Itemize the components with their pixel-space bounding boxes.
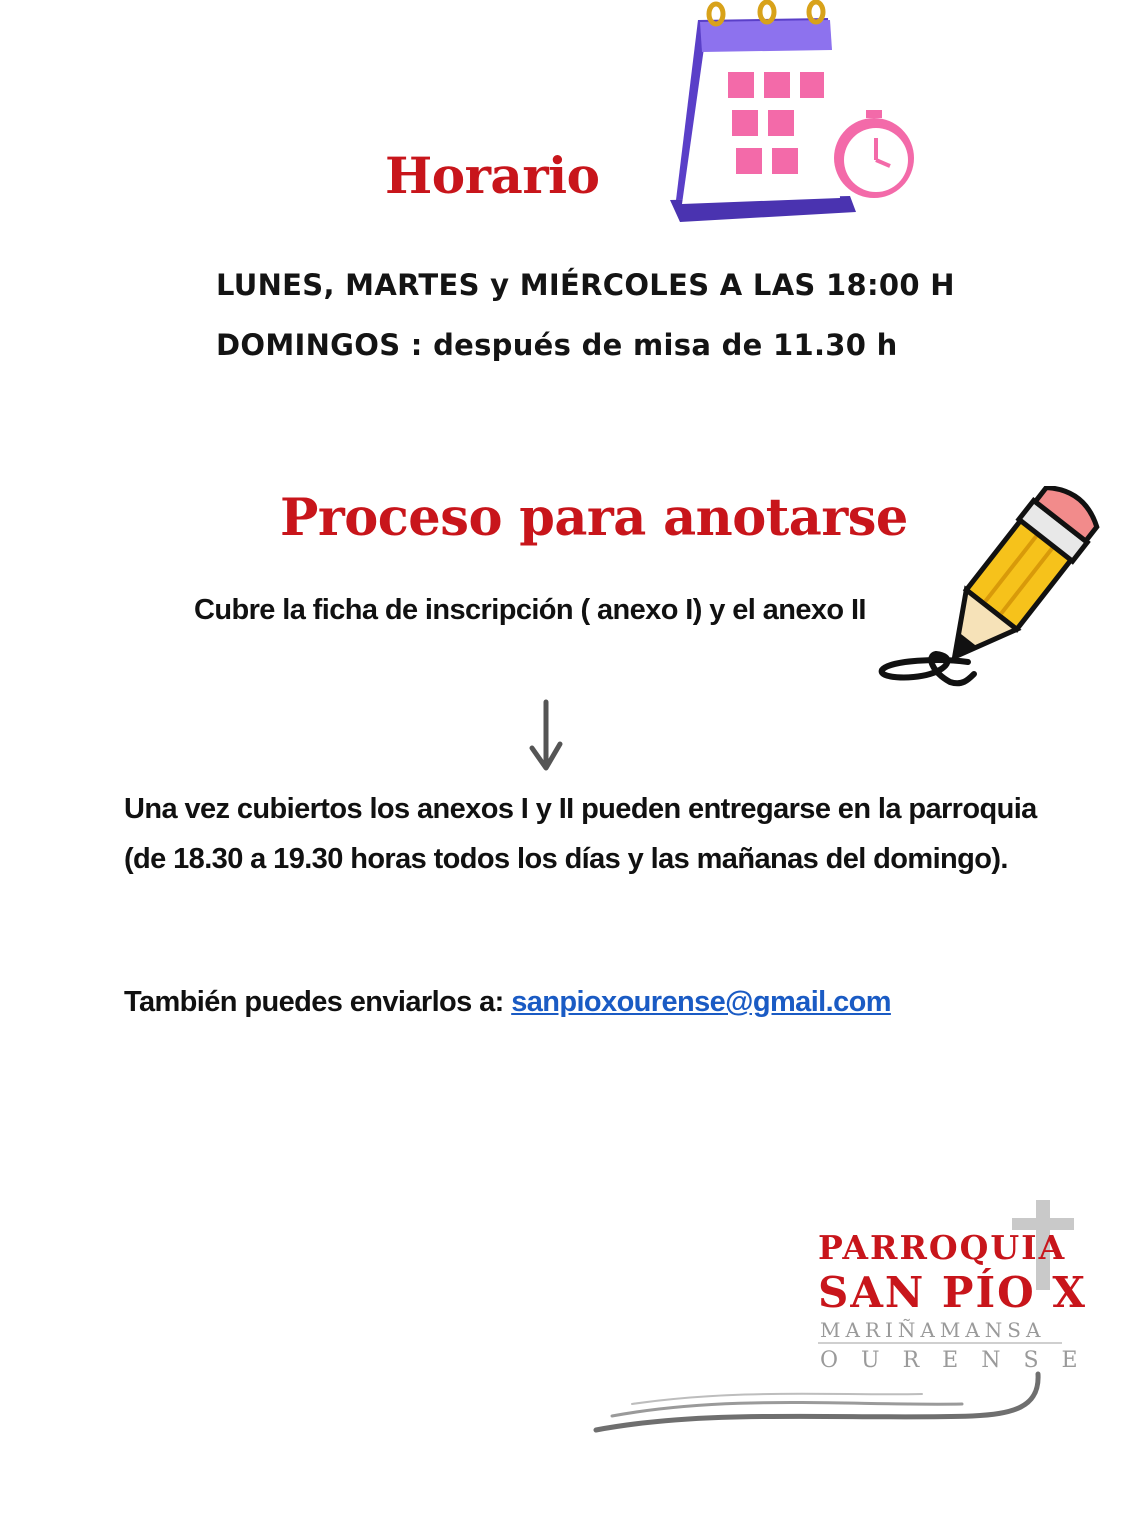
down-arrow-icon bbox=[524, 698, 568, 774]
pencil-icon bbox=[870, 486, 1110, 696]
schedule-sundays: DOMINGOS : después de misa de 11.30 h bbox=[216, 328, 898, 362]
email-line bbox=[124, 986, 891, 1019]
process-title: Proceso para anotarse bbox=[280, 488, 908, 548]
step-deliver: Una vez cubiertos los anexos I y II pueden entregarse en la parroquia (de 18.30 a 19.30 horas todos los días y las mañanas del domingo). bbox=[124, 793, 1037, 875]
schedule-weekdays: LUNES, MARTES y MIÉRCOLES A LAS 18:00 H bbox=[216, 268, 955, 302]
logo-swoosh bbox=[592, 1368, 1062, 1438]
logo-san-pio: SAN PÍO X bbox=[818, 1268, 1087, 1317]
logo-ourense: OURENSE bbox=[820, 1348, 1101, 1373]
logo-parroquia: PARROQUIA bbox=[818, 1228, 1067, 1267]
email-link[interactable]: sanpioxourense@gmail.com bbox=[511, 986, 891, 1018]
logo-divider bbox=[818, 1342, 1062, 1344]
calendar-clock-icon bbox=[660, 0, 920, 230]
schedule-title: Horario bbox=[385, 146, 600, 205]
parish-logo bbox=[592, 1196, 1101, 1446]
email-prefix: También puedes enviarlos a: bbox=[124, 986, 512, 1018]
step-fill-form: Cubre la ficha de inscripción ( anexo I) y el anexo II bbox=[194, 594, 866, 626]
logo-marinamansa: MARIÑAMANSA bbox=[820, 1318, 1046, 1342]
